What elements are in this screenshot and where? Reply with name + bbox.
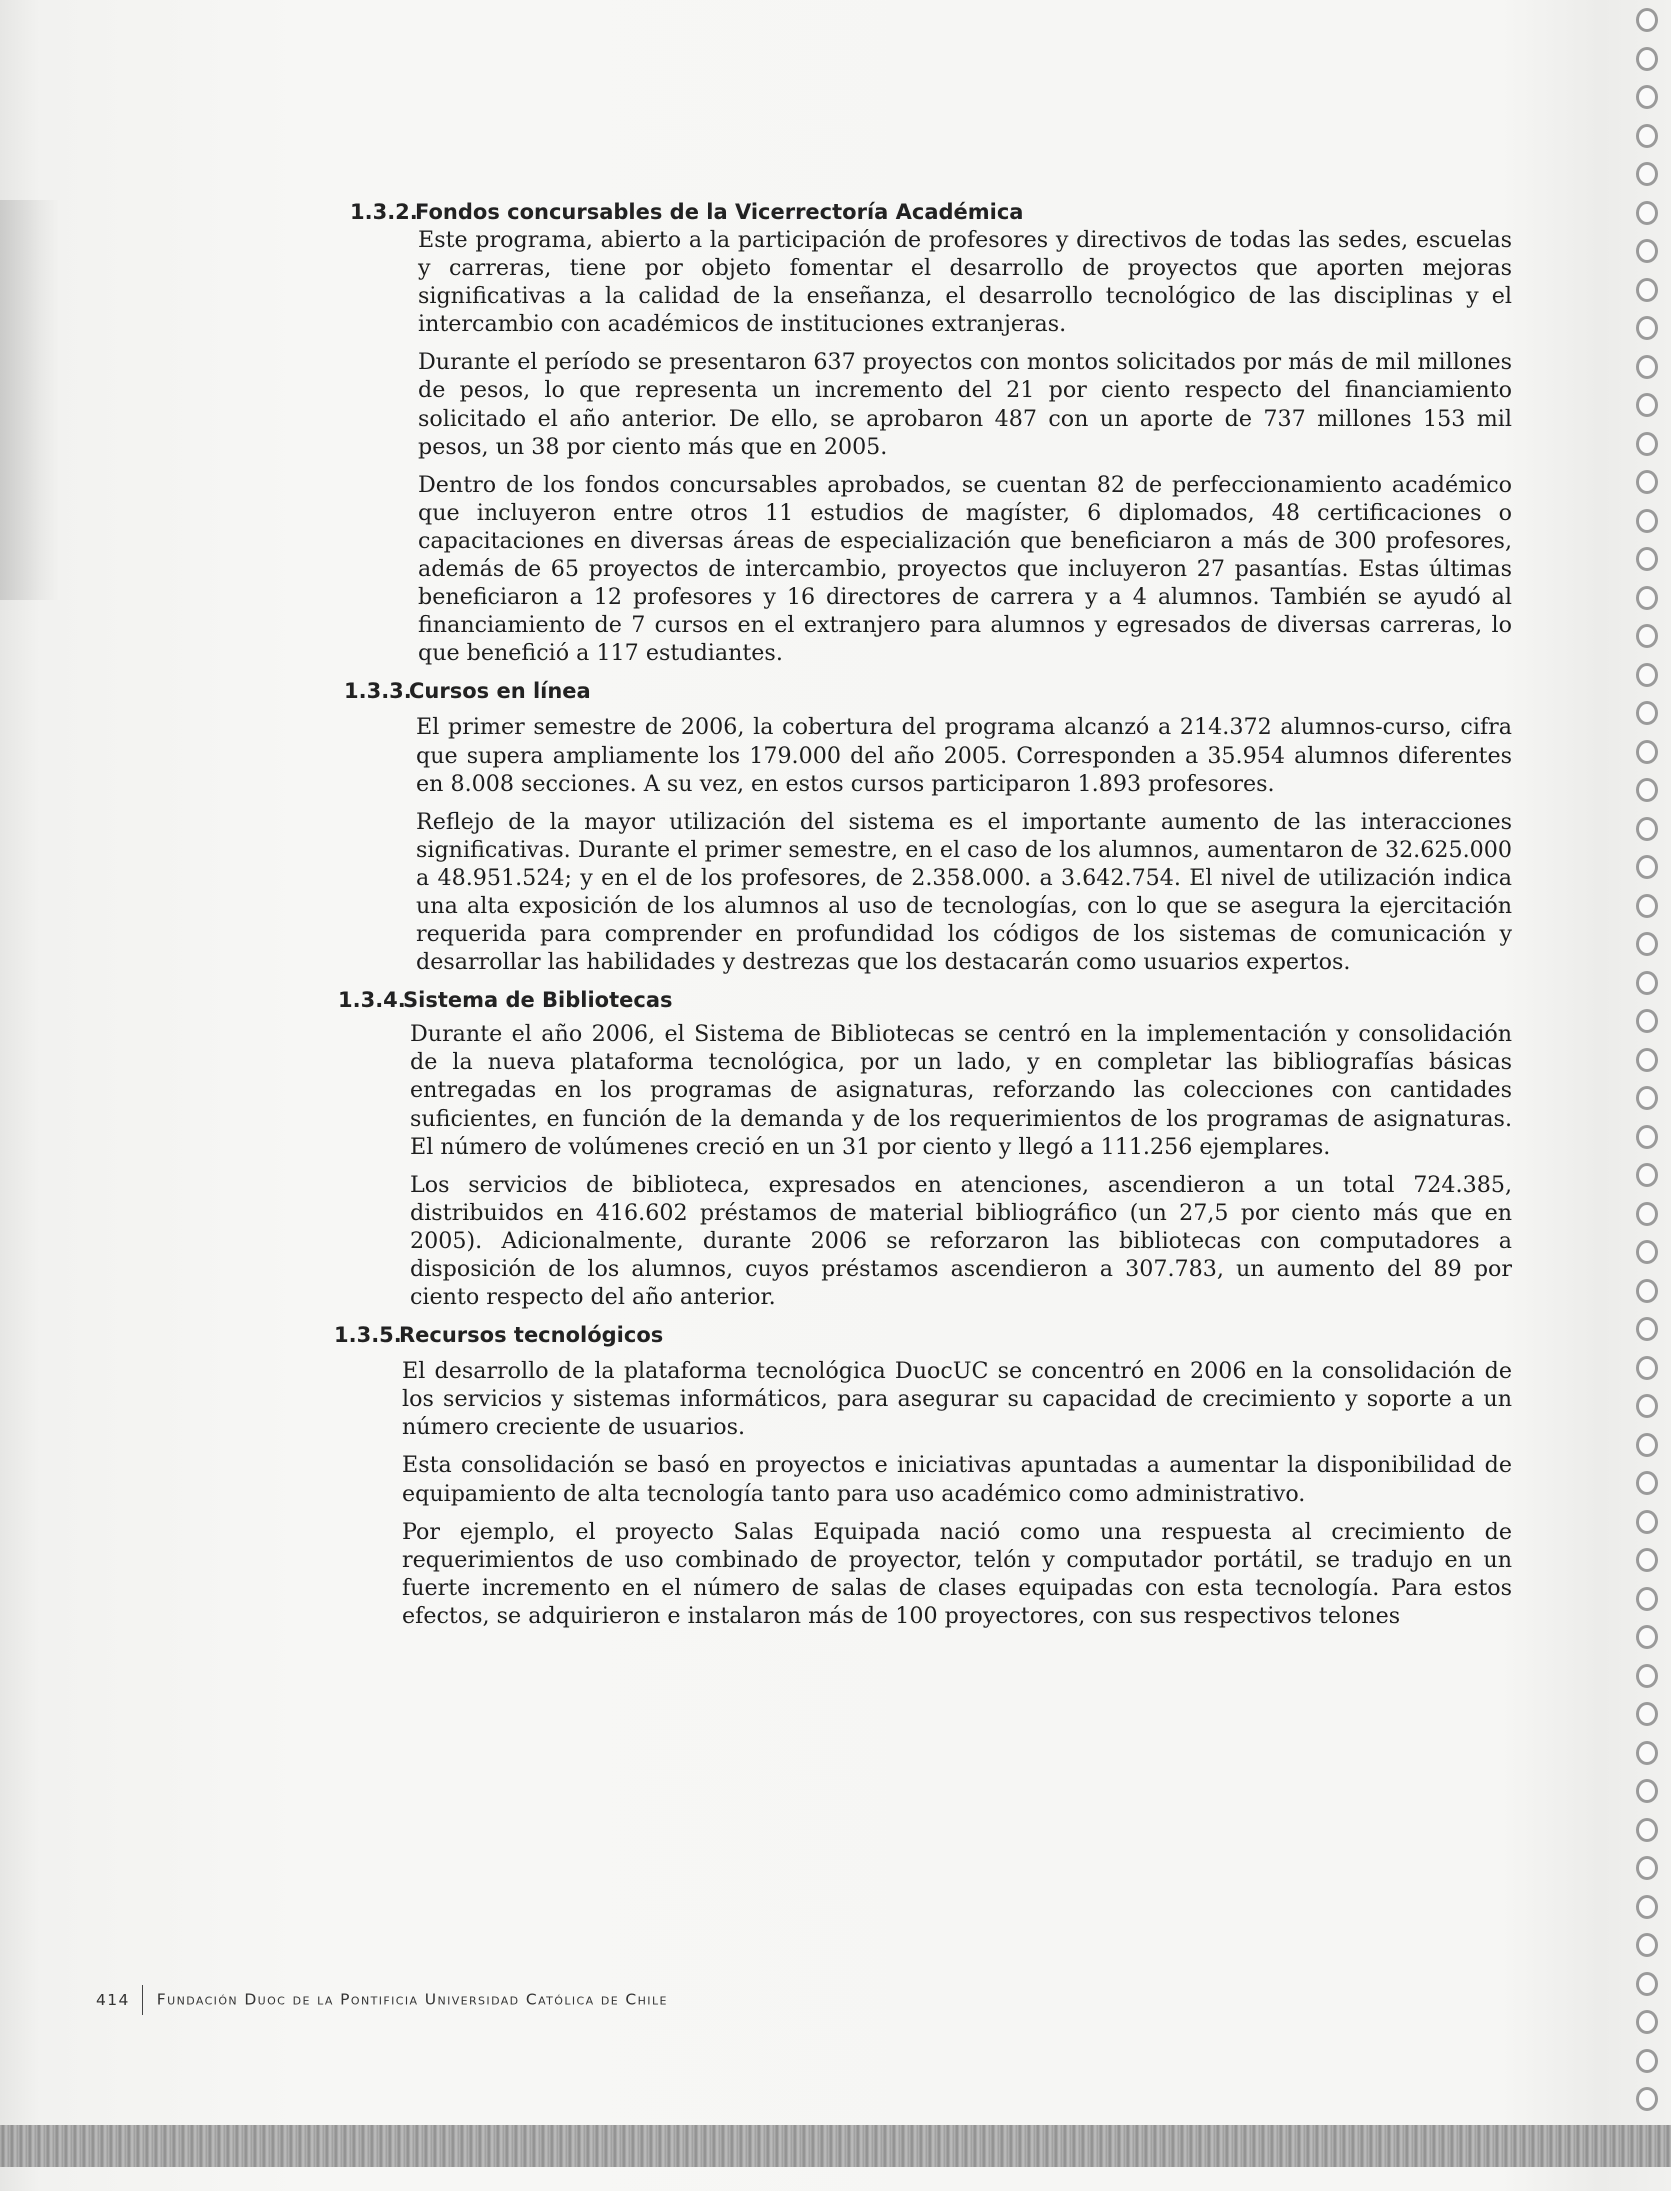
binding-ring: [1636, 432, 1658, 456]
binding-ring: [1636, 1471, 1658, 1495]
section-number: 1.3.5.: [334, 1323, 402, 1348]
binding-ring: [1636, 1664, 1658, 1688]
binding-ring: [1636, 1048, 1658, 1072]
section-heading-1-3-3: [344, 677, 1512, 705]
binding-ring: [1636, 1394, 1658, 1418]
binding-ring: [1636, 1625, 1658, 1649]
binding-ring: [1636, 1933, 1658, 1957]
binding-ring: [1636, 2049, 1658, 2073]
binding-ring: [1636, 1702, 1658, 1726]
binding-ring: [1636, 1240, 1658, 1264]
binding-ring: [1636, 1009, 1658, 1033]
paragraph: Reflejo de la mayor utilización del sistema es el importante aumento de las interacciones significativas. Durante el primer semestre, en el caso de los alumnos, aumentaron de 32.625.000 a 48.951.524; y en el de los profesores, de 2.358.000. a 3.642.754. El nivel de utilización indica una alta exposición de los alumnos al uso de tecnologías, con lo que se asegura la ejercitación requerida para comprender en profundidad los códigos de los sistemas de comunicación y desarrollar las habilidades y destrezas que los destacarán como usuarios expertos.: [416, 808, 1512, 976]
section-number: 1.3.4.: [338, 988, 406, 1013]
scan-shadow: [0, 200, 60, 600]
binding-ring: [1636, 1895, 1658, 1919]
section-heading-1-3-5: [334, 1321, 1512, 1349]
section-heading-1-3-2: [350, 198, 1512, 226]
binding-ring: [1636, 817, 1658, 841]
binding-ring: [1636, 1279, 1658, 1303]
binding-ring: [1636, 624, 1658, 648]
binding-ring: [1636, 663, 1658, 687]
binding-ring: [1636, 1510, 1658, 1534]
binding-ring: [1636, 2087, 1658, 2111]
footer-institution: Fundación Duoc de la Pontificia Universidad Católica de Chile: [156, 1990, 668, 2009]
binding-ring: [1636, 740, 1658, 764]
section-title: Cursos en línea: [409, 679, 591, 704]
binding-ring: [1636, 1779, 1658, 1803]
paragraph: El primer semestre de 2006, la cobertura del programa alcanzó a 214.372 alumnos-curso, cifra que supera ampliamente los 179.000 del año 2005. Corresponden a 35.954 alumnos diferentes en 8.008 secciones. A su vez, en estos cursos participaron 1.893 profesores.: [416, 714, 1512, 797]
binding-ring: [1636, 1856, 1658, 1880]
paragraph: Durante el año 2006, el Sistema de Bibliotecas se centró en la implementación y consolidación de la nueva plataforma tecnológica, por un lado, y en completar las bibliografías básicas entregadas en los programas de asignaturas, reforzando las colecciones con cantidades suficientes, en función de la demanda y de los requerimientos de los programas de asignaturas. El número de volúmenes creció en un 31 por ciento y llegó a 111.256 ejemplares.: [410, 1021, 1512, 1160]
spiral-binding: [1623, 0, 1671, 2138]
binding-ring: [1636, 1548, 1658, 1572]
binding-ring: [1636, 470, 1658, 494]
binding-ring: [1636, 393, 1658, 417]
binding-ring: [1636, 971, 1658, 995]
page-content: [334, 198, 1512, 1640]
binding-ring: [1636, 316, 1658, 340]
binding-ring: [1636, 1086, 1658, 1110]
binding-ring: [1636, 1972, 1658, 1996]
binding-ring: [1636, 547, 1658, 571]
scan-edge-band: [0, 2125, 1671, 2167]
binding-ring: [1636, 1202, 1658, 1226]
paragraph: El desarrollo de la plataforma tecnológica DuocUC se concentró en 2006 en la consolidación de los servicios y sistemas informáticos, para asegurar su capacidad de crecimiento y soporte a un número creciente de usuarios.: [402, 1358, 1512, 1441]
section-title: Fondos concursables de la Vicerrectoría Académica: [415, 200, 1024, 224]
binding-ring: [1636, 1125, 1658, 1149]
binding-ring: [1636, 8, 1658, 32]
section-heading-1-3-4: [338, 986, 1512, 1014]
footer-divider: [142, 1985, 143, 2015]
section-number: 1.3.2.: [350, 200, 418, 224]
binding-ring: [1636, 85, 1658, 109]
binding-ring: [1636, 1163, 1658, 1187]
binding-ring: [1636, 1587, 1658, 1611]
binding-ring: [1636, 778, 1658, 802]
binding-ring: [1636, 855, 1658, 879]
binding-ring: [1636, 1433, 1658, 1457]
page-number: 414: [96, 1990, 130, 2009]
binding-ring: [1636, 2010, 1658, 2034]
section-number: 1.3.3.: [344, 679, 412, 704]
binding-ring: [1636, 239, 1658, 263]
binding-ring: [1636, 701, 1658, 725]
paragraph: Dentro de los fondos concursables aprobados, se cuentan 82 de perfeccionamiento académico que incluyeron entre otros 11 estudios de magíster, 6 diplomados, 48 certificaciones o capacitaciones en diversas áreas de especialización que beneficiaron a más de 300 profesores, además de 65 proyectos de intercambio, proyectos que incluyeron 27 pasantías. Estas últimas beneficiaron a 12 profesores y 16 directores de carrera y a 4 alumnos. También se ayudó al financiamiento de 7 cursos en el extranjero para alumnos y egresados de diversas carreras, lo que benefició a 117 estudiantes.: [418, 471, 1512, 667]
binding-ring: [1636, 932, 1658, 956]
binding-ring: [1636, 1317, 1658, 1341]
binding-ring: [1636, 355, 1658, 379]
binding-ring: [1636, 47, 1658, 71]
binding-ring: [1636, 509, 1658, 533]
paragraph: Por ejemplo, el proyecto Salas Equipada nació como una respuesta al crecimiento de requerimientos de uso combinado de proyector, telón y computador portátil, se tradujo en un fuerte incremento en el número de salas de clases equipadas con esta tecnología. Para estos efectos, se adquirieron e instalaron más de 100 proyectores, con sus respectivos telones: [402, 1518, 1512, 1629]
page-footer: [96, 1985, 668, 2015]
binding-ring: [1636, 201, 1658, 225]
section-title: Recursos tecnológicos: [399, 1323, 664, 1348]
binding-ring: [1636, 586, 1658, 610]
binding-ring: [1636, 1741, 1658, 1765]
binding-ring: [1636, 1818, 1658, 1842]
paragraph: Durante el período se presentaron 637 proyectos con montos solicitados por más de mil millones de pesos, lo que representa un incremento del 21 por ciento respecto del financiamiento solicitado el año anterior. De ello, se aprobaron 487 con un aporte de 737 millones 153 mil pesos, un 38 por ciento más que en 2005.: [418, 349, 1512, 460]
paragraph: Esta consolidación se basó en proyectos e iniciativas apuntadas a aumentar la disponibilidad de equipamiento de alta tecnología tanto para uso académico como administrativo.: [402, 1452, 1512, 1507]
binding-ring: [1636, 1356, 1658, 1380]
binding-ring: [1636, 124, 1658, 148]
binding-ring: [1636, 894, 1658, 918]
binding-ring: [1636, 162, 1658, 186]
binding-ring: [1636, 278, 1658, 302]
paragraph: Este programa, abierto a la participación de profesores y directivos de todas las sedes, escuelas y carreras, tiene por objeto fomentar el desarrollo de proyectos que aporten mejoras significativas a la calidad de la enseñanza, el desarrollo tecnológico de las disciplinas y el intercambio con académicos de instituciones extranjeras.: [418, 227, 1512, 338]
section-title: Sistema de Bibliotecas: [403, 988, 673, 1013]
paragraph: Los servicios de biblioteca, expresados en atenciones, ascendieron a un total 724.385, distribuidos en 416.602 préstamos de material bibliográfico (un 27,5 por ciento más que en 2005). Adicionalmente, durante 2006 se reforzaron las bibliotecas con computadores a disposición de los alumnos, cuyos préstamos ascendieron a 307.783, un aumento del 89 por ciento respecto del año anterior.: [410, 1171, 1512, 1311]
